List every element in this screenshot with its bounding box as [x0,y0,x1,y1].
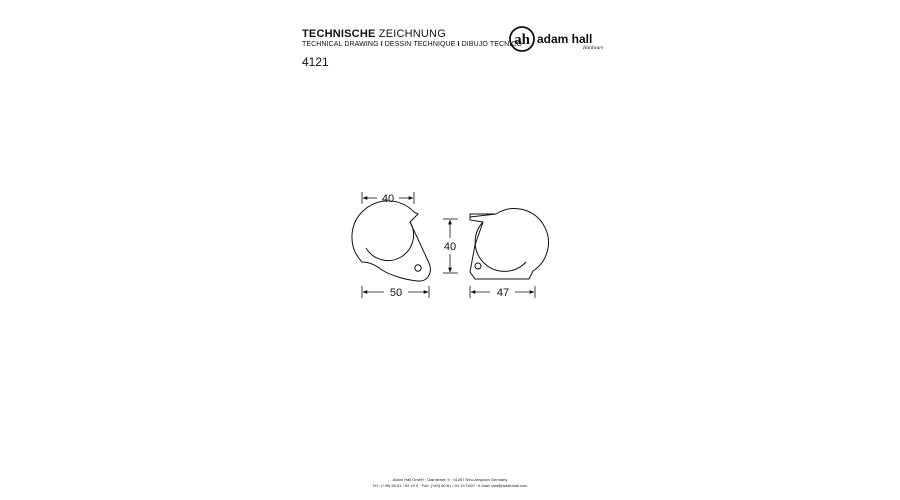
side-bottom-width-label: 47 [496,287,510,299]
front-top-width-label: 40 [381,193,395,205]
front-view-inner-arc [366,222,414,261]
subtitle-separator: I [380,41,383,48]
front-view-outline [352,201,430,281]
footer-contact: Tel.: (+49) 60 81 / 94 19 0 · Fax: (+49) 60 81 / 94 19 1000 · e-mail: mail@adamhall.com [372,483,528,488]
subtitle-separator: I [457,41,460,48]
logo-brand: adam hall [537,32,593,46]
logo-monogram: ah [514,32,530,48]
subtitle-es: DIBUJO TECNICO [461,41,523,48]
side-height-label: 40 [443,241,457,253]
side-view-outline [470,209,548,279]
subtitle-en: TECHNICAL DRAWING [302,41,379,48]
subtitle-fr: DESSIN TECHNIQUE [384,41,456,48]
front-view [352,201,430,281]
part-number: 4121 [302,55,329,69]
dimension-labels [382,193,509,299]
footer-address: Adam Hall GmbH · Daimlerstr. 9 · 61267 Neu-Anspach Germany [392,477,508,482]
side-view [470,209,548,279]
front-view-mounting-hole [415,265,421,271]
drawing-title-bold: TECHNISCHE [302,28,376,40]
drawing-title-rest: ZEICHNUNG [375,28,446,40]
side-view-mounting-hole [475,263,481,269]
front-bottom-width-label: 50 [389,287,403,299]
side-view-inner-arc [475,222,526,271]
logo-script: Hardware [583,46,604,51]
